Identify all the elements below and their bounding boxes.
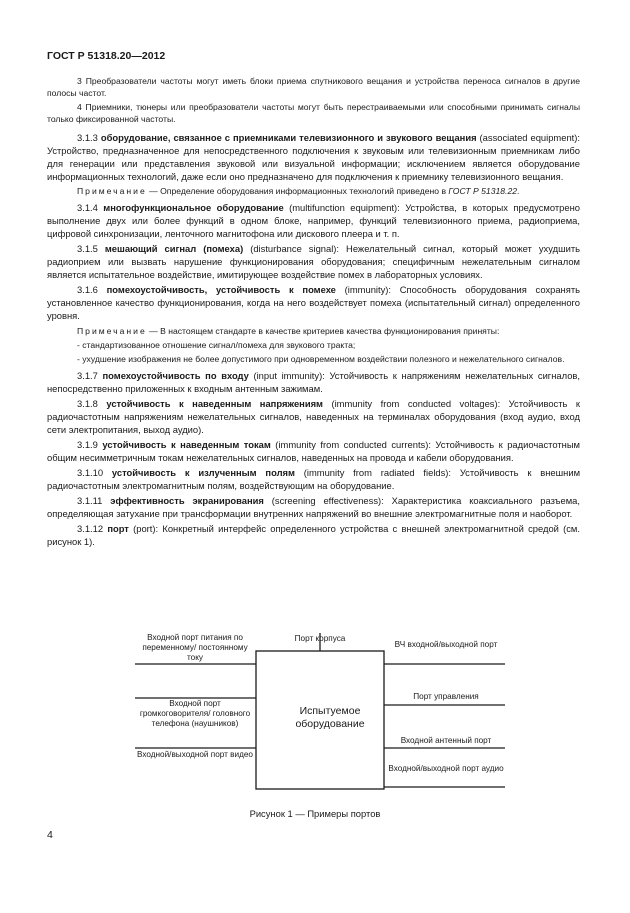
definition-term: помехоустойчивость, устойчивость к помехе bbox=[106, 284, 336, 295]
definition-number: 3.1.12 bbox=[77, 523, 104, 534]
definition-number: 3.1.8 bbox=[77, 398, 98, 409]
definition-3-1-4 bbox=[47, 201, 580, 240]
definition-text: (disturbance signal): Нежелательный сигнал, который может ухудшить радиоприем или вызвать нарушение функционирования оборудования; специфичным нежелательным сигналом является испытательное воздействие, имитирующее воздействие помех в лабораторных условиях. bbox=[47, 243, 581, 280]
definition-3-1-10 bbox=[47, 466, 580, 492]
definition-3-1-11 bbox=[47, 494, 580, 520]
ports-diagram bbox=[135, 632, 505, 797]
definition-3-1-6 bbox=[47, 283, 580, 322]
definition-3-1-7 bbox=[47, 369, 580, 395]
port-label-antenna: Входной антенный порт bbox=[400, 736, 492, 745]
definition-number: 3.1.7 bbox=[77, 370, 98, 381]
document-header: ГОСТ Р 51318.20—2012 bbox=[47, 50, 166, 62]
definition-text: (immunity): Способность оборудования сохранять установленное качество функционирования, когда на него воздействует помеха (испытательный сигнал) определенного уровня. bbox=[47, 284, 580, 321]
definition-number: 3.1.10 bbox=[77, 467, 104, 478]
note-line bbox=[47, 325, 580, 337]
definition-3-1-5 bbox=[47, 242, 580, 281]
port-label-speaker: Входной порт громкоговорителя/ головного телефона (наушников) bbox=[139, 699, 251, 728]
definition-text: (immunity from conducted currents): Устойчивость к радиочастотным общим несимметричным токам нежелательных сигналов, наведенных на провода и кабели оборудования. bbox=[47, 439, 580, 463]
definition-term: помехоустойчивость по входу bbox=[102, 370, 249, 381]
note-text: — В настоящем стандарте в качестве критериев качества функционирования приняты: bbox=[146, 326, 500, 336]
definition-3-1-9 bbox=[47, 438, 580, 464]
note-item: - стандартизованное отношение сигнал/помеха для звукового тракта; bbox=[77, 340, 356, 350]
port-label-audio: Входной/выходной порт аудио bbox=[388, 764, 504, 773]
note-label: Примечание bbox=[77, 326, 147, 336]
definition-term: оборудование, связанное с приемниками телевизионного и звукового вещания bbox=[100, 132, 477, 143]
port-label-power: Входной порт питания по переменному/ постоянному току bbox=[142, 633, 248, 662]
definition-3-1-12 bbox=[47, 522, 580, 548]
note-label: Примечание bbox=[77, 186, 147, 196]
note-reference: ГОСТ Р 51318.22 bbox=[448, 186, 518, 196]
note-3: 3 Преобразователи частоты могут иметь блоки приема спутникового вещания и устройства переноса сигналов в другие полосы частот. bbox=[47, 76, 580, 98]
port-label-enclosure: Порт корпуса bbox=[294, 634, 346, 643]
definition-text: (screening effectiveness): Характеристика коаксиального разъема, определяющая затухание при трансформации внутренних напряжений во внешние электромагнитные поля и наоборот. bbox=[47, 495, 580, 519]
definition-term: устойчивость к наведенным напряжениям bbox=[106, 398, 323, 409]
definition-number: 3.1.3 bbox=[77, 132, 98, 143]
definition-term: порт bbox=[107, 523, 129, 534]
definition-text: (immunity from radiated fields): Устойчивость к внешним радиочастотным электромагнитным полям, воздействующим на оборудование. bbox=[47, 467, 581, 491]
port-label-video: Входной/выходной порт видео bbox=[137, 750, 253, 759]
definition-term: многофункциональное оборудование bbox=[103, 202, 284, 213]
definition-term: эффективность экранирования bbox=[110, 495, 264, 506]
definition-3-1-3 bbox=[47, 131, 580, 183]
note-item: - ухудшение изображения не более допустимого при одновременном воздействии полезного и нежелательного сигналов. bbox=[77, 354, 565, 364]
note-performance-criteria bbox=[47, 325, 580, 365]
figure-caption: Рисунок 1 — Примеры портов bbox=[249, 808, 381, 819]
definition-number: 3.1.5 bbox=[77, 243, 98, 254]
definition-text: (multifunction equipment): Устройства, в которых предусмотрено выполнение двух или более функций в одном блоке, например, функций телевизионного приема, радиоприема, цифровой синхронизации, ленточного магнитофона или дискового плеера и т. п. bbox=[47, 202, 580, 239]
note-4: 4 Приемники, тюнеры или преобразователи частоты могут быть перестраиваемыми или способными принимать сигналы только фиксированной частоты. bbox=[47, 102, 580, 124]
note-end: . bbox=[517, 186, 520, 196]
definition-text: (immunity from conducted voltages): Устойчивость к радиочастотным напряжениям нежелательных сигналов, наведенных на терминалах оборудования (вход аудио, вход сети электропитания, выход аудио). bbox=[47, 398, 580, 435]
page-number: 4 bbox=[47, 829, 53, 841]
definition-text: (port): Конкретный интерфейс определенного устройства с внешней электромагнитной средой (см. рисунок 1). bbox=[47, 523, 580, 547]
definition-number: 3.1.9 bbox=[77, 439, 98, 450]
definition-term: устойчивость к наведенным токам bbox=[102, 439, 271, 450]
definition-3-1-8 bbox=[47, 397, 580, 436]
port-label-control: Порт управления bbox=[413, 692, 479, 701]
definition-term: мешающий сигнал (помеха) bbox=[104, 243, 244, 254]
definition-text: (associated equipment): Устройство, предназначенное для непосредственного подключения к звуковым или телевизионным приемникам либо для генерации или представления звуковой или визуальной информации; исключением является оборудование информационных технологий, даже если оно предназначено для подключения к приемнику телевизионного вещания. bbox=[47, 132, 580, 182]
definition-term: устойчивость к излученным полям bbox=[111, 467, 295, 478]
note-it-definition bbox=[47, 185, 580, 197]
note-text: — Определение оборудования информационных технологий приведено в bbox=[146, 186, 449, 196]
port-label-rf: ВЧ входной/выходной порт bbox=[394, 640, 498, 649]
definition-number: 3.1.4 bbox=[77, 202, 98, 213]
definition-number: 3.1.6 bbox=[77, 284, 98, 295]
definition-text: (input immunity): Устойчивость к напряжениям нежелательных сигналов, непосредственно приложенных к входным антенным зажимам. bbox=[47, 370, 580, 394]
definition-number: 3.1.11 bbox=[77, 495, 103, 506]
equipment-label: Испытуемое оборудование bbox=[295, 705, 365, 730]
document-body bbox=[47, 75, 580, 550]
